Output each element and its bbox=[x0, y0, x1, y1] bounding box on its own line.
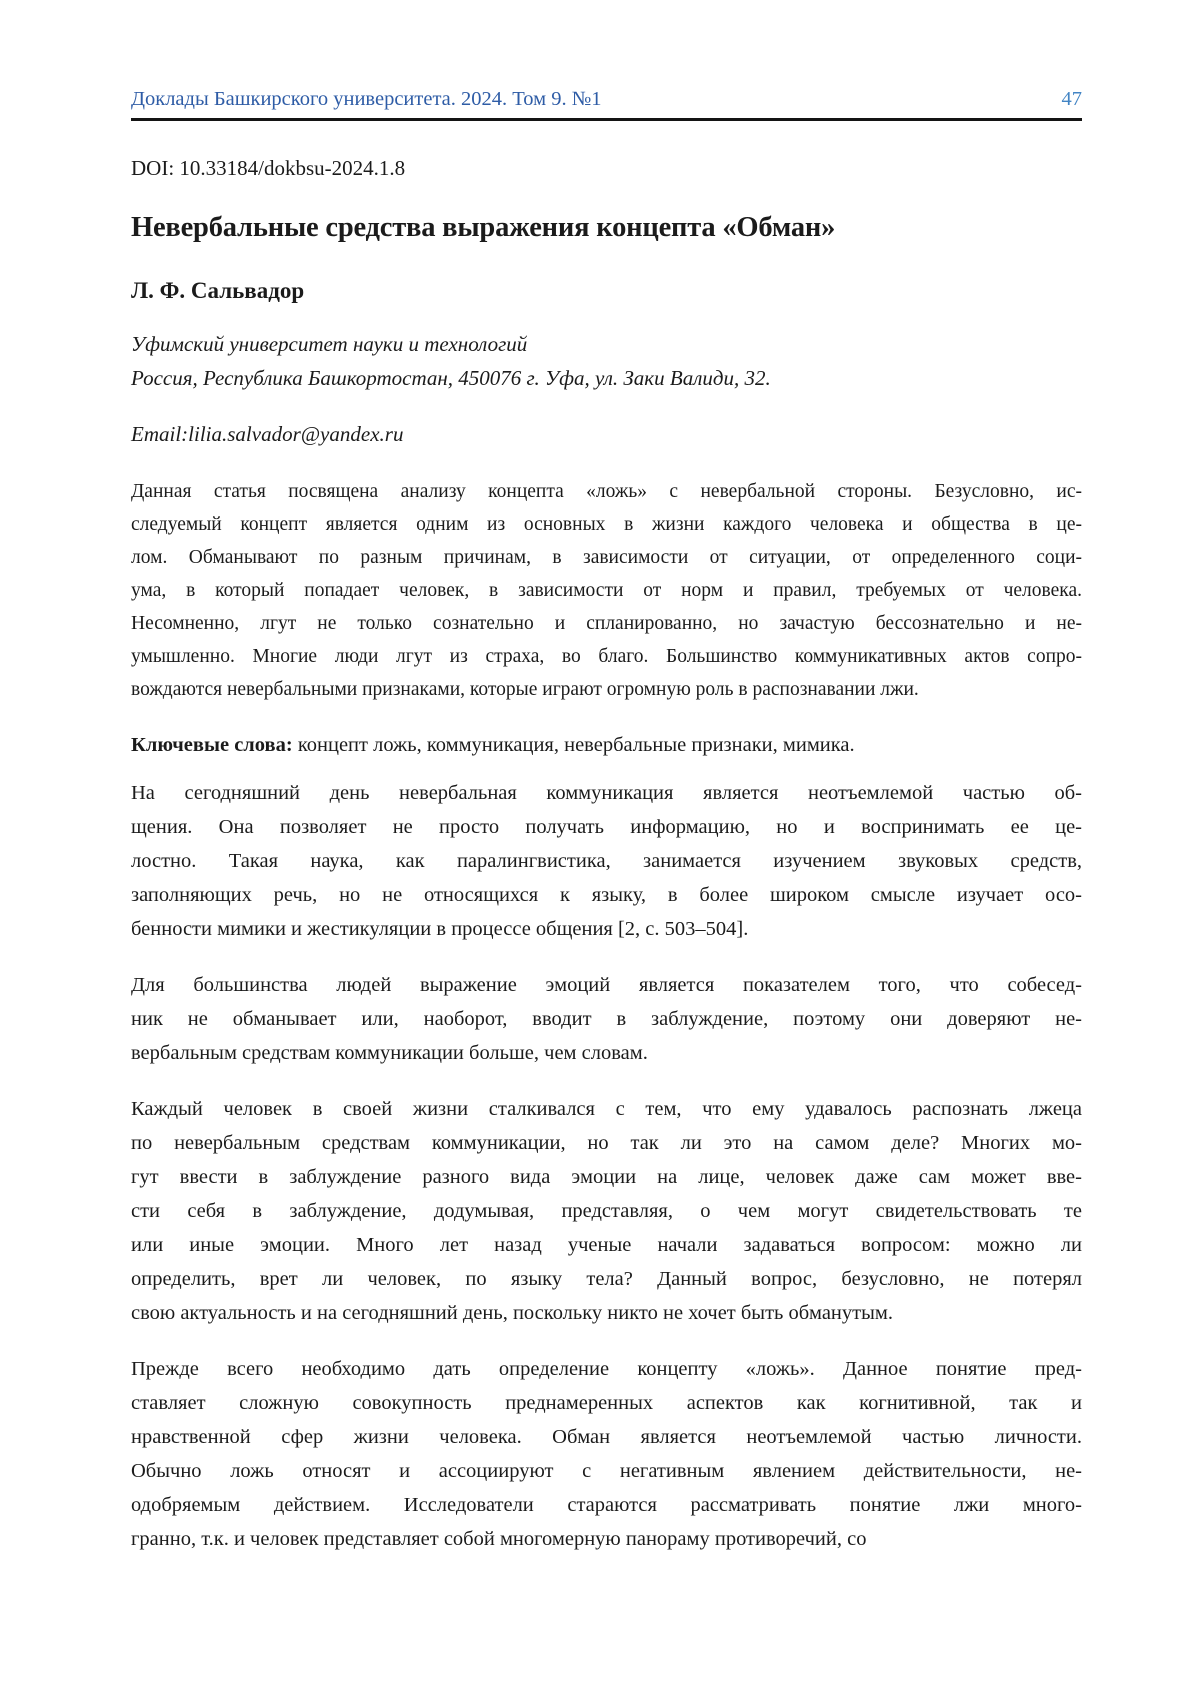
author-email: Email:lilia.salvador@yandex.ru bbox=[131, 422, 404, 446]
body-paragraph-3: Каждый человек в своей жизни сталкивался с тем, что ему удавалось распознать лжеца по невербальным средствам коммуникации, но так ли это на самом деле? Многих мо- гут ввести в заблуждение разного вида эмоции на лице, человек даже сам может вве- сти себя в заблуждение, додумывая, представляя, о чем могут свидетельствовать те или иные эмоции. Много лет назад ученые начали задаваться вопросом: можно ли определить, врет ли человек, по языку тела? Данный вопрос, безусловно, не потерял свою актуальность и на сегодняшний день, поскольку никто не хочет быть обманутым. bbox=[131, 1098, 1082, 1324]
body-paragraph-1: На сегодняшний день невербальная коммуникация является неотъемлемой частью об- щения. Она позволяет не просто получать информацию, но и воспринимать ее це- лостно. Такая наука, как паралингвистика, занимается изучением звуковых средств, заполняющих речь, но не относящихся к языку, в более широком смысле изучает осо- бенности мимики и жестикуляции в процессе общения [2, с. 503–504]. bbox=[131, 782, 1082, 940]
keywords-text: концепт ложь, коммуникация, невербальные признаки, мимика. bbox=[292, 734, 855, 756]
page-number: 47 bbox=[1061, 88, 1082, 110]
body-paragraph-4: Прежде всего необходимо дать определение концепту «ложь». Данное понятие пред- ставляет сложную совокупность преднамеренных аспектов как когнитивной, так и нравственной сфер жизни человека. Обман является неотъемлемой частью личности. Обычно ложь относят и ассоциируют с негативным явлением действительности, не- одобряемым действием. Исследователи стараются рассматривать понятие лжи много- гранно, т.к. и человек представляет собой многомерную панораму противоречий, со bbox=[131, 1358, 1082, 1550]
running-head bbox=[131, 86, 1082, 112]
abstract-text: Данная статья посвящена анализу концепта «ложь» с невербальной стороны. Безусловно, ис- следуемый концепт является одним из основных в жизни каждого человека и общества в це- лом. Обманывают по разным причинам, в зависимости от ситуации, от определенного соци- ума, в который попадает человек, в зависимости от норм и правил, требуемых от человека. Несомненно, лгут не только сознательно и спланированно, но зачастую бессознательно и не- умышленно. Многие люди лгут из страха, во благо. Большинство коммуникативных актов сопро- вождаются невербальными признаками, которые играют огромную роль в распознавании лжи. bbox=[131, 481, 1082, 700]
body-paragraph-2: Для большинства людей выражение эмоций является показателем того, что собесед- ник не обманывает или, наоборот, вводит в заблуждение, поэтому они доверяют не- вербальным средствам коммуникации больше, чем словам. bbox=[131, 974, 1082, 1064]
affiliation-block bbox=[131, 327, 1082, 395]
doi-line: DOI: 10.33184/dokbsu-2024.1.8 bbox=[131, 156, 406, 180]
author-name: Л. Ф. Сальвадор bbox=[131, 278, 305, 303]
affiliation-university: Уфимский университет науки и технологий bbox=[131, 332, 528, 356]
keywords-line bbox=[131, 730, 1082, 760]
journal-title: Доклады Башкирского университета. 2024. Том 9. №1 bbox=[131, 88, 602, 110]
article-title: Невербальные средства выражения концепта «Обман» bbox=[131, 212, 836, 243]
header-rule bbox=[131, 118, 1082, 121]
keywords-label: Ключевые слова: bbox=[131, 734, 293, 756]
affiliation-address: Россия, Республика Башкортостан, 450076 г. Уфа, ул. Заки Валиди, 32. bbox=[131, 366, 771, 390]
